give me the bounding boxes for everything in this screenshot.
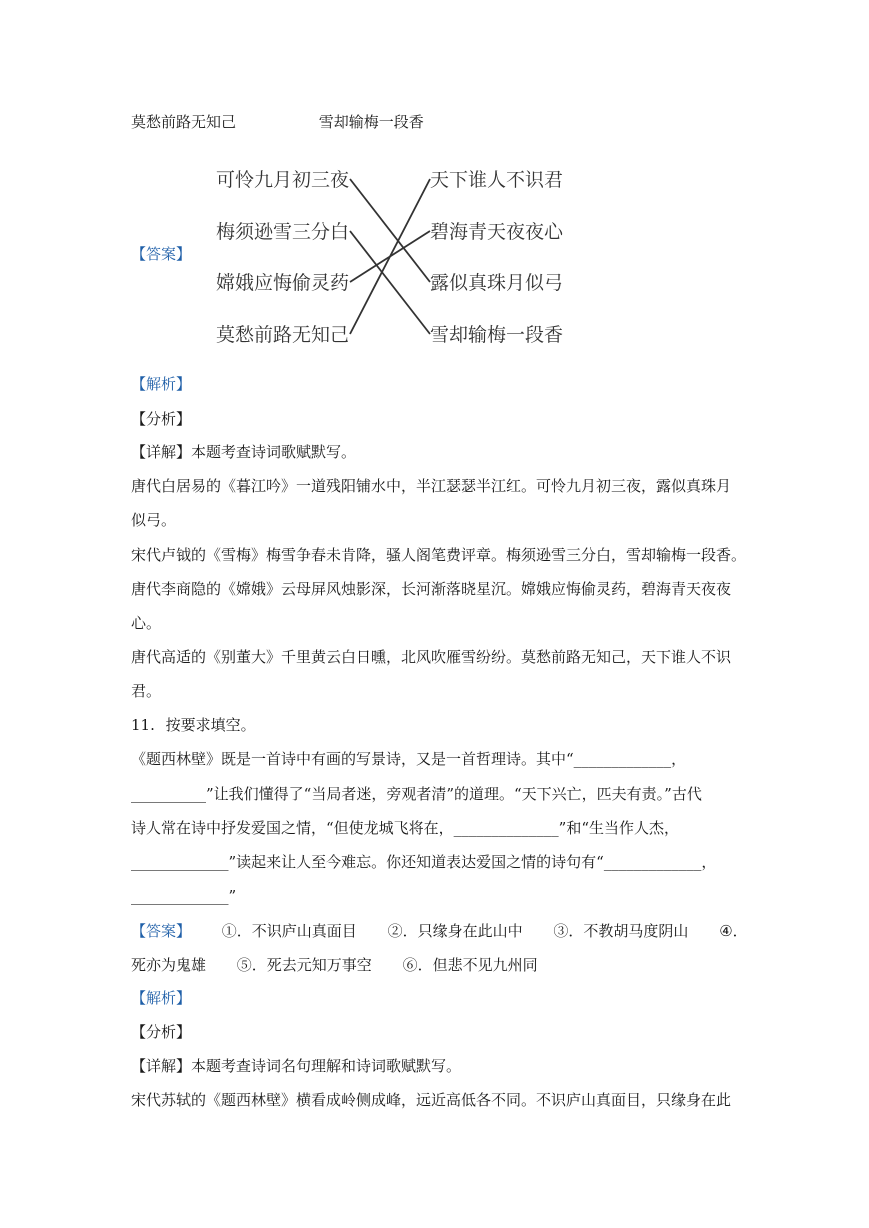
- q10-fenxi: 【分析】: [131, 410, 192, 428]
- q11-xiangjie-tag: 【详解】: [131, 1057, 192, 1075]
- match-link-4: [350, 179, 430, 334]
- q11-heading: [131, 715, 256, 735]
- q10-p3b: 心。: [131, 614, 162, 632]
- q11-l1: 《题西林壁》既是一首诗中有画的写景诗，又是一首哲理诗。其中“_____________，: [131, 750, 687, 768]
- q11-answer-line2: [131, 955, 564, 975]
- q11-answer-tag: 【答案】: [131, 922, 192, 940]
- match-right-2: 碧海青天夜夜心: [430, 221, 564, 243]
- q11-number: 11.: [131, 716, 155, 734]
- q11-ans-6: ⑥．但悲不见九州同: [402, 956, 538, 974]
- xiangjie-text: 本题考查诗词歌赋默写。: [191, 443, 357, 461]
- q11-xiangjie: [131, 1056, 461, 1076]
- match-left-2: 梅须逊雪三分白: [216, 221, 350, 243]
- q11-jiexi-tag: 【解析】: [131, 989, 192, 1007]
- q11-ans-4-start: ④．: [719, 922, 748, 940]
- q11-ans-3: ③．不教胡马度阴山: [553, 922, 689, 940]
- q10-jiexi-tag: 【解析】: [131, 375, 192, 393]
- q10-p3a: 唐代李商隐的《嫦娥》云母屏风烛影深，长河渐落晓星沉。嫦娥应悔偷灵药，碧海青天夜夜: [131, 580, 732, 598]
- q10-answer-tag: 【答案】: [131, 245, 192, 263]
- match-link-1: [350, 179, 430, 282]
- matching-diagram: [208, 158, 578, 350]
- top-left-text: 莫愁前路无知己: [131, 113, 237, 131]
- match-right-1: 天下谁人不识君: [430, 169, 564, 191]
- q11-fenxi: 【分析】: [131, 1023, 192, 1041]
- q11-l4: _____________”读起来让人至今难忘。你还知道表达爱国之情的诗句有“_____________，: [131, 853, 717, 871]
- match-right-3: 露似真珠月似弓: [430, 272, 564, 294]
- q11-last: 宋代苏轼的《题西林壁》横看成岭侧成峰，远近高低各不同。不识庐山真面目，只缘身在此: [131, 1091, 732, 1109]
- q11-l2: __________”让我们懂得了“当局者迷，旁观者清”的道理。“天下兴亡，匹夫有责。”古代: [131, 785, 702, 803]
- match-left-4: 莫愁前路无知己: [216, 324, 350, 346]
- q11-xiangjie-text: 本题考查诗词名句理解和诗词歌赋默写。: [191, 1057, 462, 1075]
- top-right-text: 雪却输梅一段香: [318, 113, 424, 131]
- q11-answer-line1: [131, 921, 748, 941]
- q11-l3: 诗人常在诗中抒发爱国之情，“但使龙城飞将在，______________”和“生当作人杰，: [131, 819, 680, 837]
- xiangjie-tag: 【详解】: [131, 443, 192, 461]
- q10-p1b: 似弓。: [131, 511, 177, 529]
- q11-ans-2: ②．只缘身在此山中: [387, 922, 523, 940]
- q10-p4b: 君。: [131, 682, 162, 700]
- match-right-4: 雪却输梅一段香: [430, 324, 564, 346]
- q10-p2: 宋代卢钺的《雪梅》梅雪争春未肯降，骚人阁笔费评章。梅须逊雪三分白，雪却输梅一段香。: [131, 546, 747, 564]
- match-left-1: 可怜九月初三夜: [216, 169, 350, 191]
- match-link-2: [350, 231, 430, 334]
- q10-xiangjie: [131, 442, 356, 462]
- q10-p4a: 唐代高适的《别董大》千里黄云白日曛，北风吹雁雪纷纷。莫愁前路无知己，天下谁人不识: [131, 648, 732, 666]
- q11-ans-4-end: 死亦为鬼雄: [131, 956, 207, 974]
- q11-ans-5: ⑤．死去元知万事空: [236, 956, 372, 974]
- q11-title: 按要求填空。: [165, 716, 256, 734]
- match-left-3: 嫦娥应悔偷灵药: [216, 272, 350, 294]
- top-line: [131, 112, 424, 132]
- q11-ans-1: ①．不识庐山真面目: [221, 922, 357, 940]
- q11-l5: _____________”: [131, 887, 237, 905]
- q10-p1a: 唐代白居易的《暮江吟》一道残阳铺水中，半江瑟瑟半江红。可怜九月初三夜，露似真珠月: [131, 477, 732, 495]
